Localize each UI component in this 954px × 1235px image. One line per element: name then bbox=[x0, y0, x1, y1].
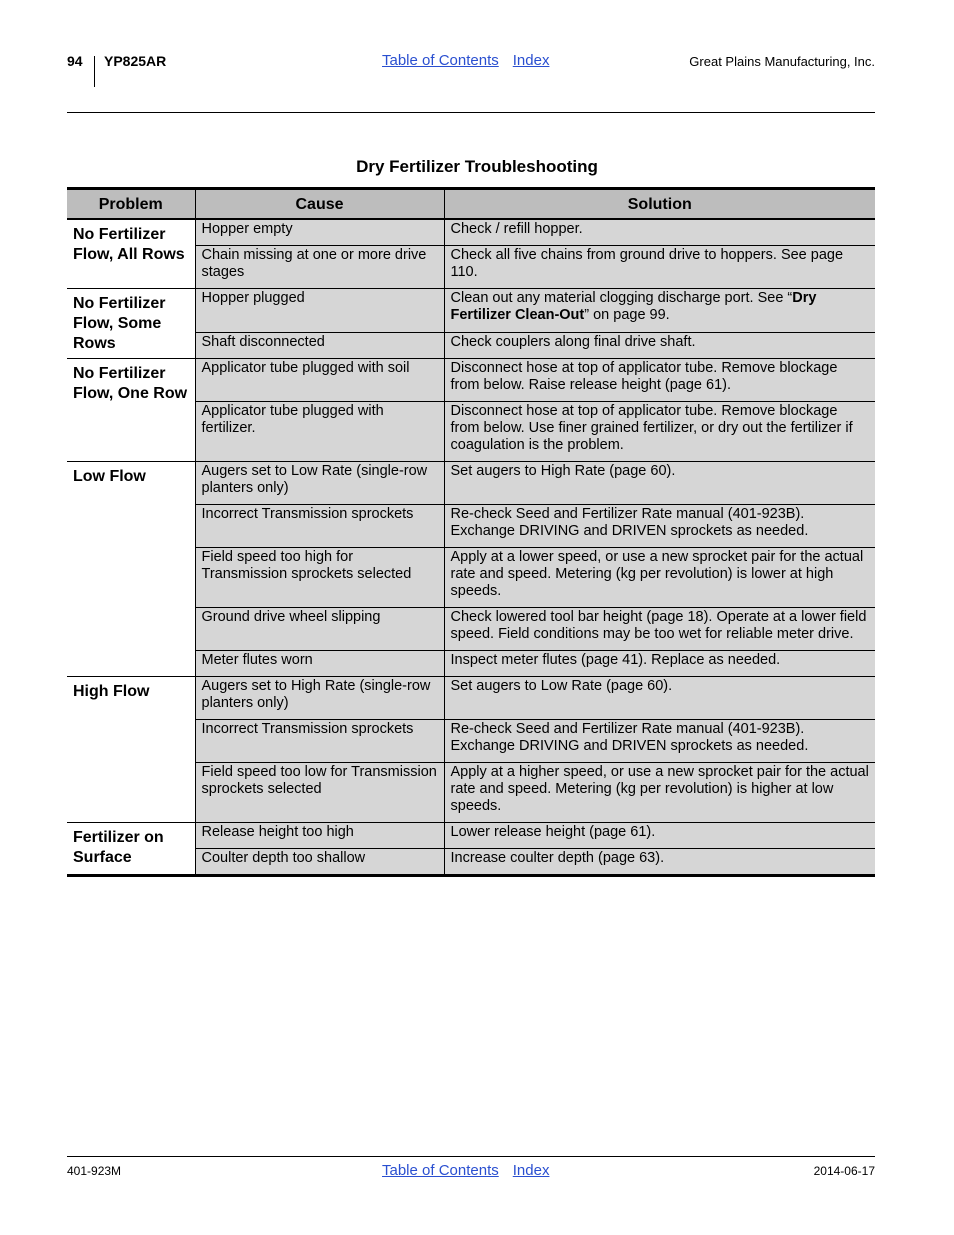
cause-cell: Applicator tube plugged with fertilizer. bbox=[195, 402, 444, 462]
cause-cell: Chain missing at one or more drive stages bbox=[195, 246, 444, 289]
cause-cell: Field speed too high for Transmission sprockets selected bbox=[195, 548, 444, 608]
table-body bbox=[67, 219, 875, 876]
cause-cell: Release height too high bbox=[195, 823, 444, 849]
index-link[interactable]: Index bbox=[512, 52, 550, 69]
header-divider bbox=[94, 56, 95, 87]
page-number: 94 bbox=[67, 53, 83, 69]
section-title: Dry Fertilizer Troubleshooting bbox=[356, 157, 598, 176]
problem-cell: High Flow bbox=[67, 677, 195, 823]
table-row bbox=[67, 359, 875, 402]
header-nav bbox=[382, 52, 549, 69]
column-header-solution: Solution bbox=[444, 189, 875, 220]
cause-cell: Incorrect Transmission sprockets bbox=[195, 720, 444, 763]
solution-cell: Re-check Seed and Fertilizer Rate manual (401-923B). Exchange DRIVING and DRIVEN sprockets as needed. bbox=[444, 720, 875, 763]
problem-cell: No Fertilizer Flow, All Rows bbox=[67, 219, 195, 289]
solution-cell: Apply at a higher speed, or use a new sprocket pair for the actual rate and speed. Metering (kg per revolution) is higher at low speeds. bbox=[444, 763, 875, 823]
model-number: YP825AR bbox=[104, 53, 167, 69]
solution-text: ” on page 99. bbox=[584, 307, 670, 323]
problem-cell: Low Flow bbox=[67, 462, 195, 677]
table-row bbox=[67, 823, 875, 849]
solution-cell: Disconnect hose at top of applicator tube. Remove blockage from below. Raise release height (page 61). bbox=[444, 359, 875, 402]
solution-cell: Set augers to Low Rate (page 60). bbox=[444, 677, 875, 720]
cause-cell: Augers set to High Rate (single-row planters only) bbox=[195, 677, 444, 720]
solution-cell: Re-check Seed and Fertilizer Rate manual (401-923B). Exchange DRIVING and DRIVEN sprockets as needed. bbox=[444, 505, 875, 548]
index-link[interactable]: Index bbox=[512, 1162, 550, 1179]
solution-cell: Check / refill hopper. bbox=[444, 219, 875, 246]
publication-date: 2014-06-17 bbox=[813, 1164, 875, 1178]
troubleshooting-table bbox=[67, 187, 875, 877]
cause-cell: Meter flutes worn bbox=[195, 651, 444, 677]
solution-cell: Check couplers along final drive shaft. bbox=[444, 332, 875, 358]
cause-cell: Hopper plugged bbox=[195, 289, 444, 333]
header-rule bbox=[67, 112, 875, 113]
cause-cell: Incorrect Transmission sprockets bbox=[195, 505, 444, 548]
table-row bbox=[67, 289, 875, 333]
solution-cell: Apply at a lower speed, or use a new sprocket pair for the actual rate and speed. Metering (kg per revolution) is lower at high speeds. bbox=[444, 548, 875, 608]
solution-text: Clean out any material clogging discharge port. See “ bbox=[450, 290, 793, 306]
solution-cell: Check lowered tool bar height (page 18). Operate at a lower field speed. Field conditions may be too wet for reliable meter drive. bbox=[444, 608, 875, 651]
footer-nav bbox=[382, 1162, 549, 1179]
table-row bbox=[67, 462, 875, 505]
document-number: 401-923M bbox=[67, 1164, 122, 1178]
cause-cell: Applicator tube plugged with soil bbox=[195, 359, 444, 402]
toc-link[interactable]: Table of Contents bbox=[382, 52, 499, 69]
solution-cell: Disconnect hose at top of applicator tube. Remove blockage from below. Use finer grained fertilizer, or dry out the fertilizer if coagulation is the problem. bbox=[444, 402, 875, 462]
solution-cell: Inspect meter flutes (page 41). Replace as needed. bbox=[444, 651, 875, 677]
cross-reference-title: Dry Fertilizer Clean-Out bbox=[450, 290, 817, 323]
table-row bbox=[67, 677, 875, 720]
solution-cell bbox=[444, 289, 875, 333]
cause-cell: Augers set to Low Rate (single-row planters only) bbox=[195, 462, 444, 505]
problem-cell: No Fertilizer Flow, Some Rows bbox=[67, 289, 195, 359]
column-header-problem: Problem bbox=[67, 189, 195, 220]
cause-cell: Ground drive wheel slipping bbox=[195, 608, 444, 651]
problem-cell: Fertilizer on Surface bbox=[67, 823, 195, 876]
solution-cell: Set augers to High Rate (page 60). bbox=[444, 462, 875, 505]
cause-cell: Shaft disconnected bbox=[195, 332, 444, 358]
solution-cell: Lower release height (page 61). bbox=[444, 823, 875, 849]
problem-cell: No Fertilizer Flow, One Row bbox=[67, 359, 195, 462]
cause-cell: Coulter depth too shallow bbox=[195, 849, 444, 876]
cause-cell: Field speed too low for Transmission sprockets selected bbox=[195, 763, 444, 823]
cause-cell: Hopper empty bbox=[195, 219, 444, 246]
table-header-row bbox=[67, 189, 875, 220]
company-name: Great Plains Manufacturing, Inc. bbox=[689, 54, 875, 69]
column-header-cause: Cause bbox=[195, 189, 444, 220]
solution-cell: Check all five chains from ground drive to hoppers. See page 110. bbox=[444, 246, 875, 289]
toc-link[interactable]: Table of Contents bbox=[382, 1162, 499, 1179]
table-row bbox=[67, 219, 875, 246]
solution-cell: Increase coulter depth (page 63). bbox=[444, 849, 875, 876]
footer-rule bbox=[67, 1156, 875, 1157]
